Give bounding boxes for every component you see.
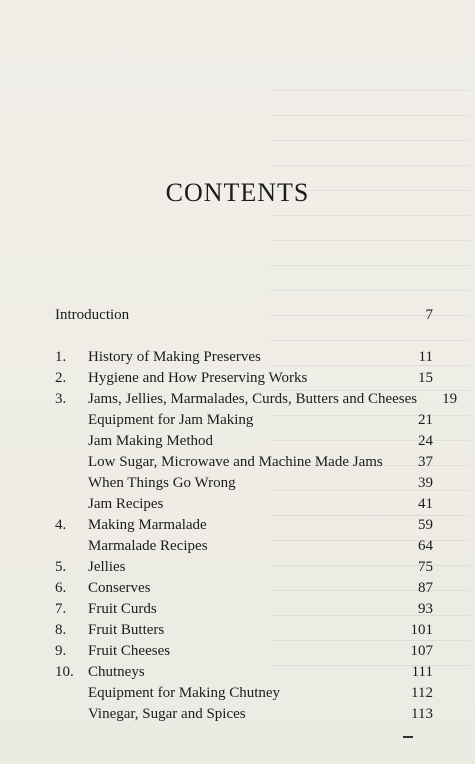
toc-entry-number: 2. (55, 370, 67, 386)
toc-entry-number: 10. (55, 664, 74, 680)
toc-entry-page: 24 (418, 433, 433, 449)
toc-entry-label: Fruit Cheeses (88, 643, 171, 659)
toc-entry-page: 113 (411, 706, 433, 722)
toc-entry[interactable] (55, 391, 458, 412)
toc-entry[interactable] (55, 517, 433, 538)
toc-entry[interactable] (55, 685, 433, 706)
toc-entry-number: 4. (55, 517, 67, 533)
toc-entry[interactable] (55, 580, 433, 601)
toc-entry-label: History of Making Preserves (88, 349, 261, 365)
toc-entry[interactable] (55, 475, 433, 496)
toc-entry[interactable] (55, 454, 433, 475)
toc-entry[interactable] (55, 601, 433, 622)
toc-entry-number: 1. (55, 349, 67, 365)
toc-entry-page: 41 (418, 496, 433, 512)
toc-entry-label: Chutneys (88, 664, 145, 680)
toc-entry-number: 3. (55, 391, 67, 407)
toc-entry-label: Jams, Jellies, Marmalades, Curds, Butters and Cheeses (88, 391, 418, 407)
toc-entry[interactable] (55, 664, 433, 685)
page-mark (403, 736, 413, 738)
toc-introduction[interactable] (55, 307, 433, 324)
toc-entry-page: 107 (410, 643, 433, 659)
toc-entry-page: 87 (418, 580, 433, 596)
toc-entry-label: Fruit Curds (88, 601, 157, 617)
toc-entry-label: Jellies (88, 559, 126, 575)
toc-entry-label: Marmalade Recipes (88, 538, 208, 554)
toc-entry-page: 101 (410, 622, 433, 638)
toc-entry-page: 93 (418, 601, 433, 617)
toc-entry-page: 21 (418, 412, 433, 428)
toc-entry-page: 11 (418, 349, 433, 365)
toc-entry[interactable] (55, 412, 433, 433)
toc-entry-label: Equipment for Making Chutney (88, 685, 281, 701)
toc-entry[interactable] (55, 433, 433, 454)
toc-entry-label: Conserves (88, 580, 151, 596)
toc-entry[interactable] (55, 706, 433, 727)
toc-entry-label: Fruit Butters (88, 622, 165, 638)
toc-entry-page: 19 (442, 391, 458, 407)
toc-entry-page: 39 (418, 475, 433, 491)
toc-entry-label: Low Sugar, Microwave and Machine Made Jams (88, 454, 383, 470)
toc-entry-label: Hygiene and How Preserving Works (88, 370, 308, 386)
toc-entry-number: 5. (55, 559, 67, 575)
toc-introduction-label: Introduction (55, 307, 130, 323)
toc-entry-number: 7. (55, 601, 67, 617)
toc-entry-label: When Things Go Wrong (88, 475, 236, 491)
toc-entry[interactable] (55, 370, 433, 391)
toc-entry-label: Vinegar, Sugar and Spices (88, 706, 246, 722)
toc-introduction-page: 7 (425, 307, 433, 323)
toc-entry-page: 37 (418, 454, 433, 470)
toc-entry-page: 59 (418, 517, 433, 533)
toc-entry[interactable] (55, 349, 433, 370)
toc-entry-label: Jam Recipes (88, 496, 164, 512)
toc-entry-number: 9. (55, 643, 67, 659)
toc-entry-page: 64 (418, 538, 433, 554)
toc-entry-number: 6. (55, 580, 67, 596)
toc-entry-page: 112 (411, 685, 433, 701)
toc-entry-label: Jam Making Method (88, 433, 213, 449)
toc-entry[interactable] (55, 496, 433, 517)
toc-entry-page: 75 (418, 559, 433, 575)
toc-entry-page: 111 (411, 664, 433, 680)
toc-entry[interactable] (55, 538, 433, 559)
page-title: CONTENTS (165, 178, 310, 207)
toc-entry-page: 15 (418, 370, 433, 386)
toc-entry-number: 8. (55, 622, 67, 638)
toc-entry[interactable] (55, 622, 433, 643)
toc-entry-label: Making Marmalade (88, 517, 207, 533)
toc-entry-label: Equipment for Jam Making (88, 412, 254, 428)
toc-entry[interactable] (55, 559, 433, 580)
toc-entry[interactable] (55, 643, 433, 664)
toc-list (55, 349, 458, 727)
